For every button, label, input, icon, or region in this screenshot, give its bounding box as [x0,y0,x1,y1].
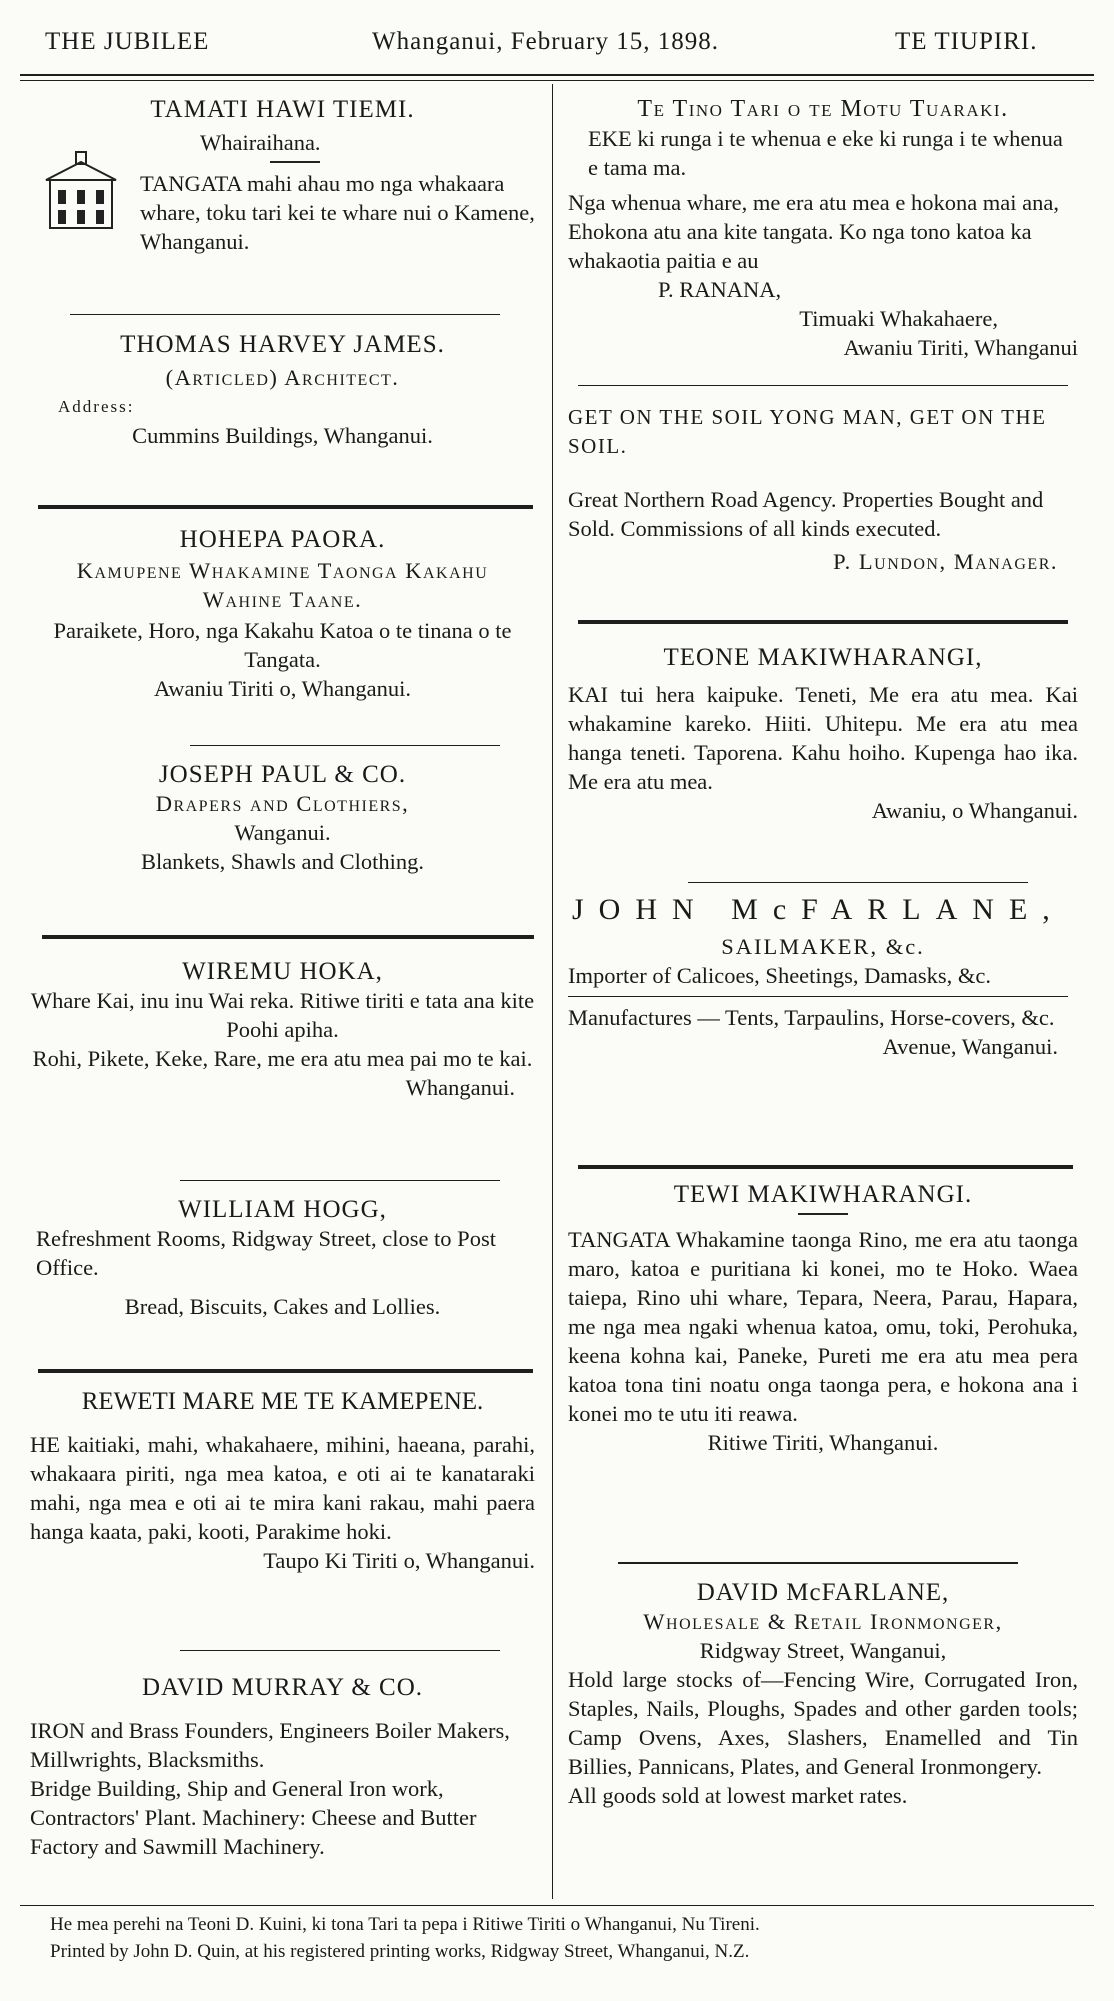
ad-body-2: Manufactures — Tents, Tarpaulins, Horse-covers, &c. [568,1005,1055,1030]
ad-body: IRON and Brass Founders, Engineers Boiler Makers, Millwrights, Blacksmiths. [30,1718,510,1772]
footer-english: Printed by John D. Quin, at his registered printing works, Ridgway Street, Whanganui, N.Z. [50,1941,750,1962]
ad-title: DAVID McFARLANE, [696,1579,950,1606]
ad-address: Cummins Buildings, Whanganui. [132,423,433,448]
masthead-left: THE JUBILEE [45,28,210,55]
divider-dash [798,1213,848,1215]
ad-body: Great Northern Road Agency. Properties Bought and Sold. Commissions of all kinds executed. [568,487,1044,541]
header-rule [20,74,1094,76]
ad-separator [70,314,500,315]
ad-body-2: All goods sold at lowest market rates. [568,1783,908,1808]
ad-body: Blankets, Shawls and Clothing. [140,849,425,874]
ad-body: KAI tui hera kaipuke. Teneti, Me era atu mea. Kai whakamine kareko. Hiiti. Uhitepu. Me era atu mea hanga teneti. Taporena. Kahu hoiho. Kupenga hao ika. Me era atu mea. [568,682,1078,794]
ad-title: GET ON THE SOIL YONG MAN, GET ON THE SOIL. [568,405,1047,458]
ad-separator [180,1180,500,1181]
ad-sub: Kamupene Whakamine Taonga Kakahu Wahine Taane. [76,558,489,612]
ad-body: Hold large stocks of—Fencing Wire, Corrugated Iron, Staples, Nails, Ploughs, Spades and other garden tools; Camp Ovens, Axes, Slashers, Enamelled and Tin Billies, Pannicans, Plates, and General Ironmongery. [568,1667,1078,1779]
ad-title: JOHN McFARLANE, [572,893,1065,926]
ad-separator-heavy [38,1369,533,1373]
column-divider [552,84,553,1899]
ad-sub: Drapers and Clothiers, [155,791,410,816]
ad-separator-heavy [578,620,1068,624]
ad-title: REWETI MARE ME TE KAMEPENE. [81,1388,484,1415]
ad-place: Ritiwe Tiriti, Whanganui. [707,1430,939,1455]
ad-body-2: Bread, Biscuits, Cakes and Lollies. [124,1294,441,1319]
ad-place: Avenue, Wanganui. [882,1034,1058,1059]
masthead-right: TE TIUPIRI. [895,28,1038,55]
ad-separator [618,1562,1018,1564]
ad-wiremu [30,957,535,1102]
ad-joseph [30,760,535,876]
ad-separator [578,385,1068,386]
ad-body: Paraikete, Horo, nga Kakahu Katoa o te tinana o te Tangata. [53,618,512,672]
ad-separator-heavy [38,505,533,509]
ad-teone [568,643,1078,825]
ad-place: Awaniu, o Whanganui. [871,798,1078,823]
footer-maori: He mea perehi na Teoni D. Kuini, ki tona Tari ta pepa i Ritiwe Tiriti o Whanganui, Nu Tireni. [50,1914,760,1935]
divider-dash [270,161,320,163]
ad-title: THOMAS HARVEY JAMES. [120,331,445,358]
ad-place: Awaniu Tiriti, Whanganui [843,335,1078,360]
ad-title: Te Tino Tari o te Motu Tuaraki. [637,96,1009,122]
ad-name: P. RANANA, [658,277,782,302]
ad-soil [568,403,1078,576]
ad-body: TANGATA mahi ahau mo nga whakaara whare, toku tari kei te whare nui o Kamene, Whanganui. [140,171,535,254]
ad-separator [190,745,500,746]
ad-murray [30,1673,535,1861]
ad-tino [568,95,1078,362]
ad-body: HE kaitiaki, mahi, whakahaere, mihini, haeana, parahi, whakaara piriti, nga mea katoa, e oti ai te kanataraki mahi, nga mea e oti ai te mira kani rakau, mahi paera hanga kaata, paki, kooti, Parakime hoki. [30,1432,535,1544]
ad-title: JOSEPH PAUL & CO. [158,761,407,788]
ad-body-2: Bridge Building, Ship and General Iron work, Contractors' Plant. Machinery: Cheese and Butter Factory and Sawmill Machinery. [30,1776,477,1859]
footer-rule [20,1905,1094,1906]
ad-title: WIREMU HOKA, [182,958,383,985]
masthead-date: Whanganui, February 15, 1898. [372,28,719,55]
ad-title: HOHEPA PAORA. [179,526,386,553]
ad-separator-heavy [578,1165,1073,1169]
ad-place: Ridgway Street, Wanganui, [699,1638,947,1663]
ad-hohepa [30,525,535,703]
ad-sub: SAILMAKER, &c. [721,934,925,959]
ad-title: TEWI MAKIWHARANGI. [673,1181,973,1208]
ad-body-2: Nga whenua whare, me era atu mea e hokona mai ana, Ehokona atu ana kite tangata. Ko nga tono katoa ka whakaotia paitia e au [568,190,1060,273]
ad-body: Importer of Calicoes, Sheetings, Damasks, &c. [568,963,992,988]
ad-role: Timuaki Whakahaere, [799,306,998,331]
ad-david [568,1578,1078,1810]
ad-separator [688,882,1028,883]
ad-body: TANGATA Whakamine taonga Rino, me era atu taonga maro, katoa e puritiana ki konei, mo te Hoko. Waea taiepa, Rino uhi whare, Tepara, Neera, Parau, Hapara, me nga mea ngaki whenua katoa, omu, toki, Perohuka, keena kohna kai, Paneke, Pureti me era atu mea pera katoa tona tini noatu onga taonga pera, e hokona ana i konei mo te utu iti reawa. [568,1227,1078,1426]
ad-tewi [568,1180,1078,1457]
ad-body-2: Rohi, Pikete, Keke, Rare, me era atu mea pai mo te kai. [32,1046,533,1071]
address-label: Address: [58,397,135,416]
ad-title: DAVID MURRAY & CO. [141,1674,423,1701]
ad-title: WILLIAM HOGG, [178,1196,387,1223]
ad-title: TAMATI HAWI TIEMI. [150,96,415,123]
ad-john [568,895,1078,1061]
ad-place: Wanganui. [234,820,331,845]
ad-body: Refreshment Rooms, Ridgway Street, close to Post Office. [36,1226,496,1280]
ad-william [30,1195,535,1321]
ad-place: Taupo Ki Tiriti o, Whanganui. [263,1548,535,1573]
ad-thomas [30,330,535,450]
ad-reweti [30,1387,535,1575]
header-rule-2 [20,80,1094,81]
ad-sign: P. Lundon, Manager. [833,549,1058,574]
ad-tamati [30,95,535,256]
ad-separator [180,1650,500,1651]
ad-sub: Whairaihana. [200,130,321,155]
ad-body: EKE ki runga i te whenua e eke ki runga i te whenua e tama ma. [588,126,1063,180]
ad-body: Whare Kai, inu inu Wai reka. Ritiwe tiriti e tata ana kite Poohi apiha. [30,988,535,1042]
ad-sub: (Articled) Architect. [165,365,400,390]
ad-sub: Wholesale & Retail Ironmonger, [643,1609,1003,1634]
ad-separator-heavy [42,935,534,939]
inner-rule [568,996,1068,997]
ad-place: Whanganui. [405,1075,515,1100]
ad-title: TEONE MAKIWHARANGI, [663,644,983,671]
ad-place: Awaniu Tiriti o, Whanganui. [154,676,411,701]
